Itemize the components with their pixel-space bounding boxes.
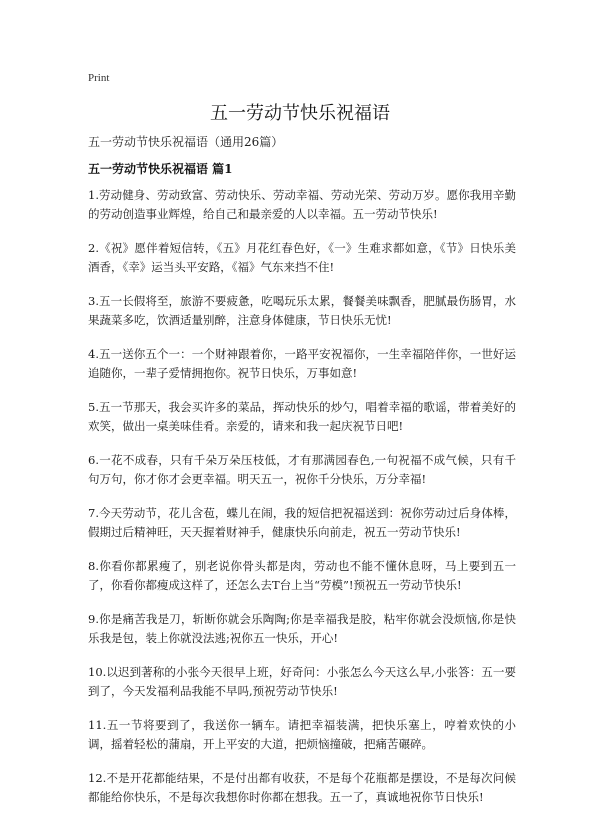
document-subtitle: 五一劳动节快乐祝福语（通用26篇） — [88, 135, 284, 149]
list-item: 9.你是痛苦我是刀，斩断你就会乐陶陶;你是幸福我是胶，粘牢你就会没烦恼,你是快乐我是包，装上你就没法逃;祝你五一快乐，开心! — [88, 612, 516, 645]
section-heading: 五一劳动节快乐祝福语 篇1 — [88, 162, 233, 176]
list-item: 3.五一长假将至，旅游不要疲惫，吃喝玩乐太累，餐餐美味飘香，肥腻最伤肠胃，水果蔬菜多吃，饮酒适量别醉，注意身体健康，节日快乐无忧! — [88, 294, 516, 327]
list-item: 2.《祝》愿伴着短信转，《五》月花红春色好，《一》生难求都如意，《节》日快乐美酒香，《幸》运当头平安路，《福》气东来挡不住! — [88, 241, 516, 274]
list-item: 6.一花不成春，只有千朵万朵压枝低，才有那满园春色,一句祝福不成气候，只有千句万句，你才你才会更幸福。明天五一，祝你千分快乐，万分幸福! — [88, 453, 516, 486]
list-item: 8.你看你都累瘦了，别老说你骨头都是肉，劳动也不能不懂休息呀，马上要到五一了，你看你都瘦成这样了，还怎么去T台上当“劳模”!预祝五一劳动节快乐! — [88, 559, 516, 592]
list-item: 7.今天劳动节，花儿含苞，蝶儿在闹，我的短信把祝福送到：祝你劳动过后身体棒，假期过后精神旺，天天握着财神手，健康快乐向前走，祝五一劳动节快乐! — [88, 506, 516, 539]
list-item: 4.五一送你五个一：一个财神跟着你，一路平安祝福你，一生幸福陪伴你，一世好运追随你，一辈子爱情拥抱你。祝节日快乐，万事如意! — [88, 347, 516, 380]
list-item: 5.五一节那天，我会买许多的菜品，挥动快乐的炒勺，唱着幸福的歌谣，带着美好的欢笑，做出一桌美味佳肴。亲爱的，请来和我一起庆祝节日吧! — [88, 400, 516, 433]
list-item: 11.五一节将要到了，我送你一辆车。请把幸福装满，把快乐塞上，哼着欢快的小调，摇着轻松的蒲扇，开上平安的大道，把烦恼撞破，把痛苦碾碎。 — [88, 718, 516, 751]
blessing-list — [88, 186, 516, 822]
list-item: 12.不是开花都能结果，不是付出都有收获，不是每个花瓶都是摆设，不是每次问候都能给你快乐，不是每次我想你时你都在想我。五一了，真诚地祝你节日快乐! — [88, 771, 516, 804]
list-item: 1.劳动健身、劳动致富、劳动快乐、劳动幸福、劳动光荣、劳动万岁。愿你我用辛勤的劳动创造事业辉煌，给自己和最亲爱的人以幸福。五一劳动节快乐! — [88, 188, 516, 221]
document-title: 五一劳动节快乐祝福语 — [210, 103, 390, 124]
list-item: 10.以迟到著称的小张今天很早上班，好奇问：小张怎么今天这么早,小张答：五一要到了，今天发福利品我能不早吗,预祝劳动节快乐! — [88, 665, 516, 698]
print-link[interactable]: Print — [88, 72, 110, 84]
